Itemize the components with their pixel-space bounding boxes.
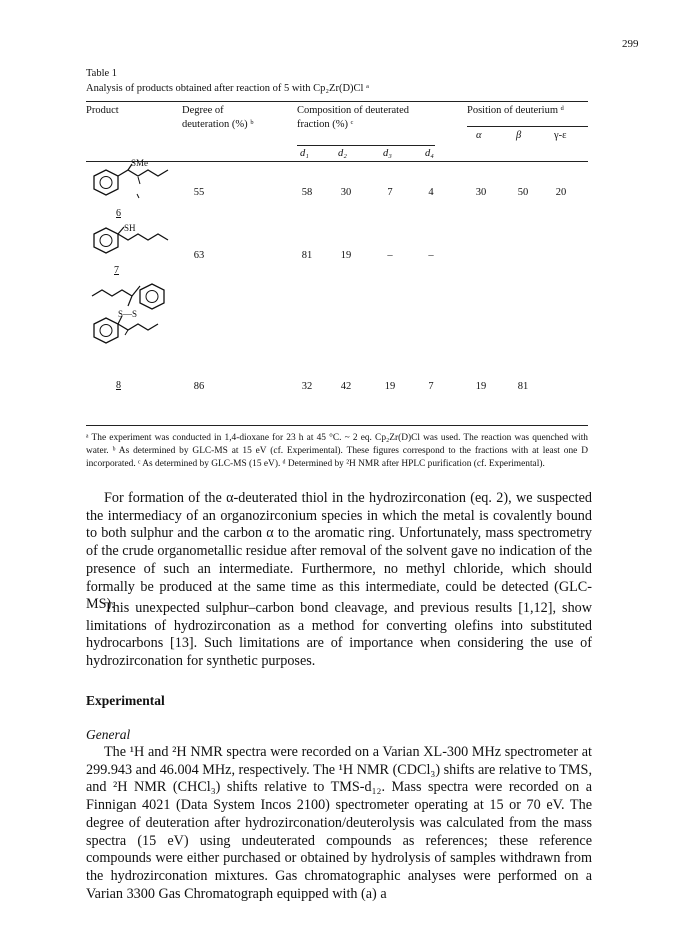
position-subrule bbox=[467, 126, 588, 127]
row6-d2: 30 bbox=[340, 187, 352, 198]
row6-d3: 7 bbox=[387, 187, 393, 198]
row7-d2: 19 bbox=[340, 250, 352, 261]
compound-label-8: 8 bbox=[116, 380, 121, 391]
paragraph-1: For formation of the α-deuterated thiol in the hydrozirconation (eq. 2), we suspected the intermediacy of an organozirconium species in which the metal is covalently bound to both sulphur and the carbon α to the aromatic ring. Unfortunately, mass spectrometry of the crude organometallic residue after removal of the solvent gave no indication of the presence of such an intermediate. Furthermore, no methyl chloride, which should formally be produced at the same time as this intermediate, could be detected (GLC-MS). bbox=[86, 490, 592, 613]
row7-d1: 81 bbox=[301, 250, 313, 261]
row7-d3: – bbox=[387, 250, 393, 261]
row6-d1: 58 bbox=[301, 187, 313, 198]
row6-degree: 55 bbox=[193, 187, 205, 198]
table-caption: Analysis of products obtained after reaction of 5 with Cp₂Zr(D)Cl ᵃ bbox=[86, 83, 369, 94]
table-bottom-rule bbox=[86, 425, 588, 426]
row8-d4: 7 bbox=[428, 381, 434, 392]
header-d1: d₁ bbox=[300, 148, 309, 159]
row6-gamma: 20 bbox=[555, 187, 567, 198]
row8-degree: 86 bbox=[193, 381, 205, 392]
structure-8-disulfide: S—S bbox=[118, 309, 138, 319]
row8-alpha: 19 bbox=[475, 381, 487, 392]
header-degree-2: deuteration (%) ᵇ bbox=[182, 119, 254, 130]
row6-d4: 4 bbox=[428, 187, 434, 198]
header-beta: β bbox=[516, 130, 522, 141]
header-composition-1: Composition of deuterated bbox=[297, 105, 409, 116]
header-product: Product bbox=[86, 105, 119, 116]
header-d4: d₄ bbox=[425, 148, 434, 159]
structure-6-drawing bbox=[84, 162, 184, 220]
row8-d2: 42 bbox=[340, 381, 352, 392]
table-top-rule bbox=[86, 101, 588, 102]
paragraph-2: This unexpected sulphur–carbon bond cleavage, and previous results [1,12], show limitations of hydrozirconation as a method for converting olefins into substituted hydrocarbons [13]. Such limitations are of importance when considering the use of hydrozirconation for synthetic purposes. bbox=[86, 600, 592, 670]
structure-7-substituent: SH bbox=[124, 223, 136, 233]
row8-d3: 19 bbox=[384, 381, 396, 392]
row6-alpha: 30 bbox=[475, 187, 487, 198]
row7-d4: – bbox=[428, 250, 434, 261]
subsection-heading-general: General bbox=[86, 727, 131, 742]
structure-6-substituent: SMe bbox=[131, 158, 149, 168]
row6-beta: 50 bbox=[517, 187, 529, 198]
composition-subrule bbox=[297, 145, 435, 146]
table-title: Table 1 bbox=[86, 68, 118, 79]
header-gamma: γ-ε bbox=[554, 130, 567, 141]
row8-d1: 32 bbox=[301, 381, 313, 392]
compound-label-6: 6 bbox=[116, 208, 121, 219]
header-composition-2: fraction (%) ᶜ bbox=[297, 119, 354, 130]
header-degree-1: Degree of bbox=[182, 105, 224, 116]
page-number: 299 bbox=[622, 38, 639, 50]
paragraph-3: The ¹H and ²H NMR spectra were recorded on a Varian XL-300 MHz spectrometer at 299.943 and 46.004 MHz, respectively. The ¹H NMR (CDCl₃) shifts are relative to TMS, and ²H NMR (CHCl₃) shifts relative to TMS-d₁₂. Mass spectra were recorded on a Finnigan 4021 (Data System Incos 2100) spectrometer operating at 15 or 70 eV. The degree of deuteration after hydrozirconation/deuterolysis was calculated from the mass spectra (15 eV) using undeuterated compounds as references; these reference compounds were either purchased or obtained by hydrolysis of samples withdrawn from the hydrozirconation mixtures. Gas chromatographic analyses were performed on a Varian 3300 Gas Chromatograph equipped with (a) a bbox=[86, 744, 592, 902]
header-d3: d₃ bbox=[383, 148, 392, 159]
header-position: Position of deuterium ᵈ bbox=[467, 105, 564, 116]
row7-degree: 63 bbox=[193, 250, 205, 261]
table-footnote: ᵃ The experiment was conducted in 1,4-dioxane for 23 h at 45 °C. ~ 2 eq. Cp₂Zr(D)Cl was used. The reaction was quenched with water. ᵇ As determined by GLC-MS at 15 eV (cf. Experimental). These figures correspond to the fractions with at least one D incorporated. ᶜ As determined by GLC-MS (15 eV). ᵈ Determined by ²H NMR after HPLC purification (cf. Experimental). bbox=[86, 433, 588, 470]
header-d2: d₂ bbox=[338, 148, 347, 159]
header-alpha: α bbox=[476, 130, 482, 141]
compound-label-7: 7 bbox=[114, 265, 119, 276]
section-heading-experimental: Experimental bbox=[86, 693, 165, 708]
row8-beta: 81 bbox=[517, 381, 529, 392]
structure-8-drawing bbox=[84, 280, 194, 352]
